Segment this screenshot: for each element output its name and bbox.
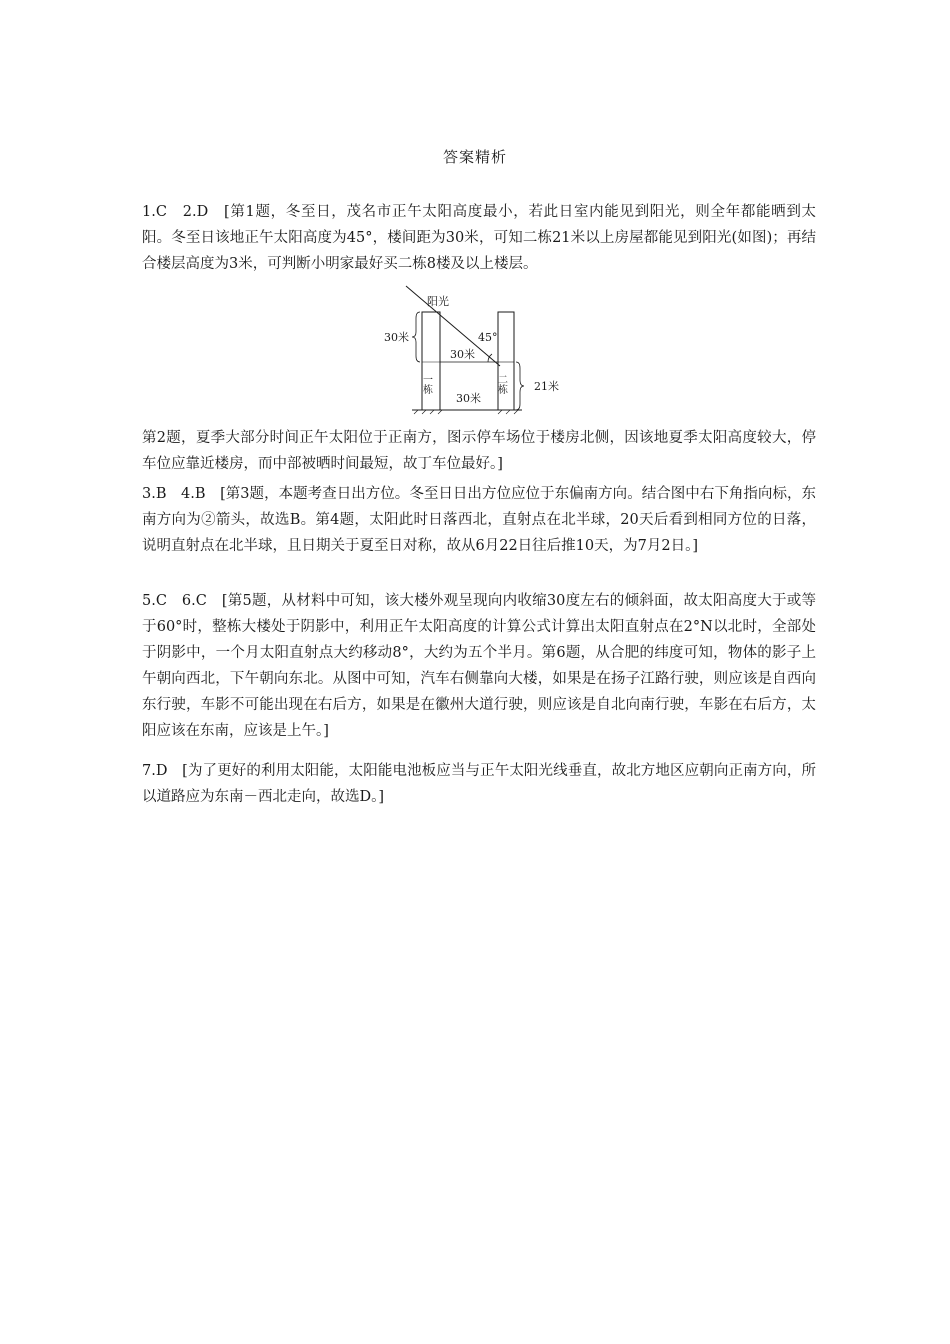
building-shadow-figure xyxy=(372,284,582,420)
answer-paragraph-3-4: 3.B 4.B [第3题，本题考查日出方位。冬至日日出方位应位于东偏南方向。结合图中右下角指向标，东南方向为②箭头，故选B。第4题，太阳此时日落西北，直射点在北半球，20天后看到相同方位的日落，说明直射点在北半球，且日期关于夏至日对称，故从6月22日往后推10天，为7月2日。] xyxy=(142,486,816,554)
answer-paragraph-7: 7.D [为了更好的利用太阳能，太阳能电池板应当与正午太阳光线垂直，故北方地区应朝向正南方向，所以道路应为东南－西北走向，故选D。] xyxy=(142,763,816,805)
upper-distance-label: 30米 xyxy=(450,348,475,361)
lower-distance-label: 30米 xyxy=(456,392,481,405)
left-brace xyxy=(412,312,420,362)
ground-hatch xyxy=(414,410,518,414)
answer-paragraph-1-2: 1.C 2.D [第1题，冬至日，茂名市正午太阳高度最小，若此日室内能见到阳光，则全年都能晒到太阳。冬至日该地正午太阳高度为45°，楼间距为30米，可知二栋21米以上房屋都能见到阳光(如图)；再结合楼层高度为3米，可判断小明家最好买二栋8楼及以上楼层。 xyxy=(142,204,816,272)
page-title: 答案精析 xyxy=(442,148,507,166)
angle-label: 45° xyxy=(478,331,498,344)
left-building-label: 一栋 xyxy=(420,374,432,394)
right-height-label: 21米 xyxy=(534,380,559,393)
left-height-label: 30米 xyxy=(384,331,409,344)
sunlight-label: 阳光 xyxy=(427,295,449,308)
right-building-label: 二栋 xyxy=(495,374,507,394)
answer-paragraph-5-6: 5.C 6.C [第5题，从材料中可知，该大楼外观呈现向内收缩30度左右的倾斜面，故太阳高度大于或等于60°时，整栋大楼处于阴影中，利用正午太阳高度的计算公式计算出太阳直射点在2°N以北时，全部处于阴影中，一个月太阳直射点大约移动8°，大约为五个半月。第6题，从合肥的纬度可知，物体的影子上午朝向西北，下午朝向东北。从图中可知，汽车右侧靠向大楼，如果是在扬子江路行驶，则应该是自西向东行驶，车影不可能出现在右后方，如果是在徽州大道行驶，则应该是自北向南行驶，车影在右后方，太阳应该在东南，应该是上午。] xyxy=(142,593,816,739)
answer-paragraph-2-cont: 第2题，夏季大部分时间正午太阳位于正南方，图示停车场位于楼房北侧，因该地夏季太阳高度较大，停车位应靠近楼房，而中部被晒时间最短，故丁车位最好。] xyxy=(142,430,816,472)
right-brace xyxy=(516,362,524,410)
right-building xyxy=(495,312,514,410)
left-building xyxy=(422,312,440,410)
